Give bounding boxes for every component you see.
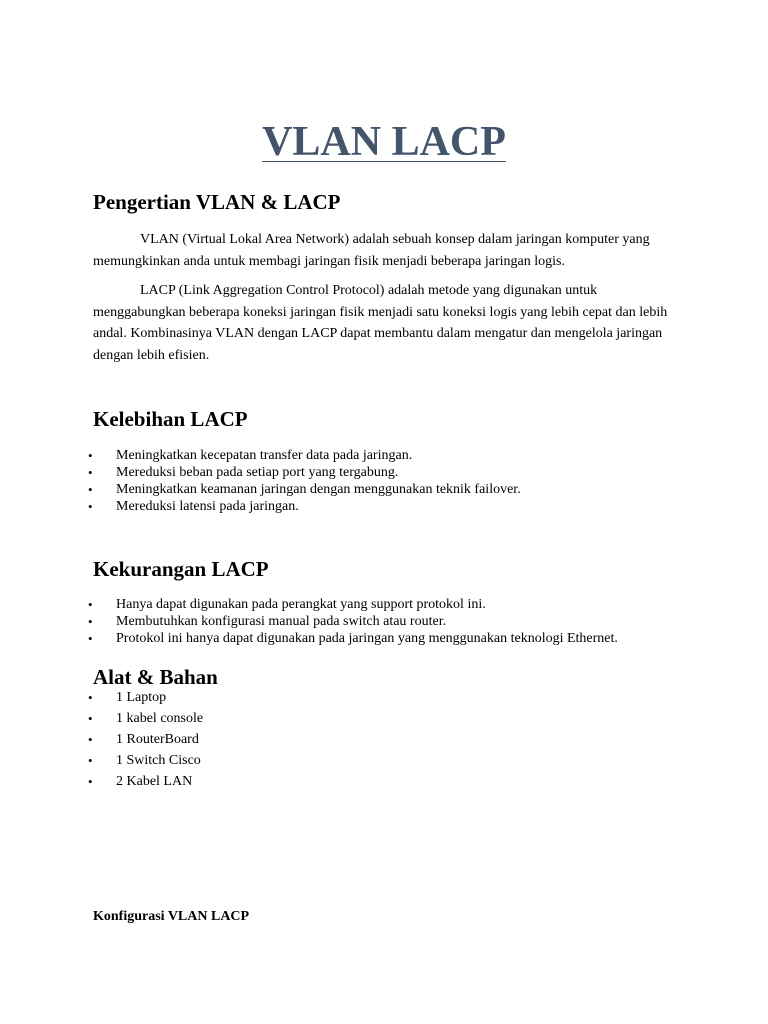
list-item <box>88 750 713 771</box>
list-item-text: Hanya dapat digunakan pada perangkat yang support protokol ini. <box>116 597 486 612</box>
list-item-text: Mereduksi beban pada setiap port yang tergabung. <box>116 465 399 480</box>
list-item-text: 1 Switch Cisco <box>116 753 201 768</box>
bullet-icon: • <box>88 631 93 646</box>
heading-kelebihan: Kelebihan LACP <box>93 407 248 431</box>
list-item <box>88 630 713 647</box>
list-item-text: Protokol ini hanya dapat digunakan pada jaringan yang menggunakan teknologi Ethernet. <box>116 631 618 646</box>
paragraph-lacp: LACP (Link Aggregation Control Protocol) adalah metode yang digunakan untuk menggabungkan beberapa koneksi jaringan fisik menjadi satu koneksi logis yang lebih cepat dan lebih andal. Kombinasinya VLAN dengan LACP dapat membantu dalam mengatur dan mengelola jaringan dengan lebih efisien. <box>93 283 668 363</box>
bullet-icon: • <box>88 774 93 789</box>
heading-pengertian: Pengertian VLAN & LACP <box>93 190 341 214</box>
list-item-text: Meningkatkan keamanan jaringan dengan menggunakan teknik failover. <box>116 482 521 497</box>
paragraph-vlan: VLAN (Virtual Lokal Area Network) adalah sebuah konsep dalam jaringan komputer yang memungkinkan anda untuk membagi jaringan fisik menjadi beberapa jaringan logis. <box>93 232 650 269</box>
list-item <box>88 771 713 792</box>
heading-alat-bahan: Alat & Bahan <box>93 665 218 689</box>
heading-kekurangan: Kekurangan LACP <box>93 557 269 581</box>
bullet-icon: • <box>88 499 93 514</box>
bullet-icon: • <box>88 597 93 612</box>
bullet-icon: • <box>88 732 93 747</box>
list-item <box>88 481 713 498</box>
document-title-text: VLAN LACP <box>262 119 506 166</box>
bullet-icon: • <box>88 711 93 726</box>
list-item-text: 1 kabel console <box>116 711 204 726</box>
list-item <box>88 613 713 630</box>
list-item-text: Meningkatkan kecepatan transfer data pada jaringan. <box>116 448 413 463</box>
bullet-icon: • <box>88 448 93 463</box>
list-item <box>88 596 713 613</box>
heading-konfigurasi: Konfigurasi VLAN LACP <box>93 909 250 924</box>
list-item-text: 2 Kabel LAN <box>116 774 193 789</box>
list-item-text: Membutuhkan konfigurasi manual pada switch atau router. <box>116 614 447 629</box>
list-item-text: 1 Laptop <box>116 690 167 705</box>
list-alat-bahan <box>88 687 713 792</box>
list-item <box>88 498 713 515</box>
list-item <box>88 447 713 464</box>
list-item-text: Mereduksi latensi pada jaringan. <box>116 499 299 514</box>
list-item <box>88 708 713 729</box>
list-item <box>88 464 713 481</box>
list-item-text: 1 RouterBoard <box>116 732 199 747</box>
bullet-icon: • <box>88 465 93 480</box>
bullet-icon: • <box>88 614 93 629</box>
list-kelebihan <box>88 447 713 515</box>
document-title <box>0 114 768 170</box>
bullet-icon: • <box>88 753 93 768</box>
list-kekurangan <box>88 596 713 647</box>
bullet-icon: • <box>88 482 93 497</box>
bullet-icon: • <box>88 690 93 705</box>
list-item <box>88 729 713 750</box>
list-item <box>88 687 713 708</box>
